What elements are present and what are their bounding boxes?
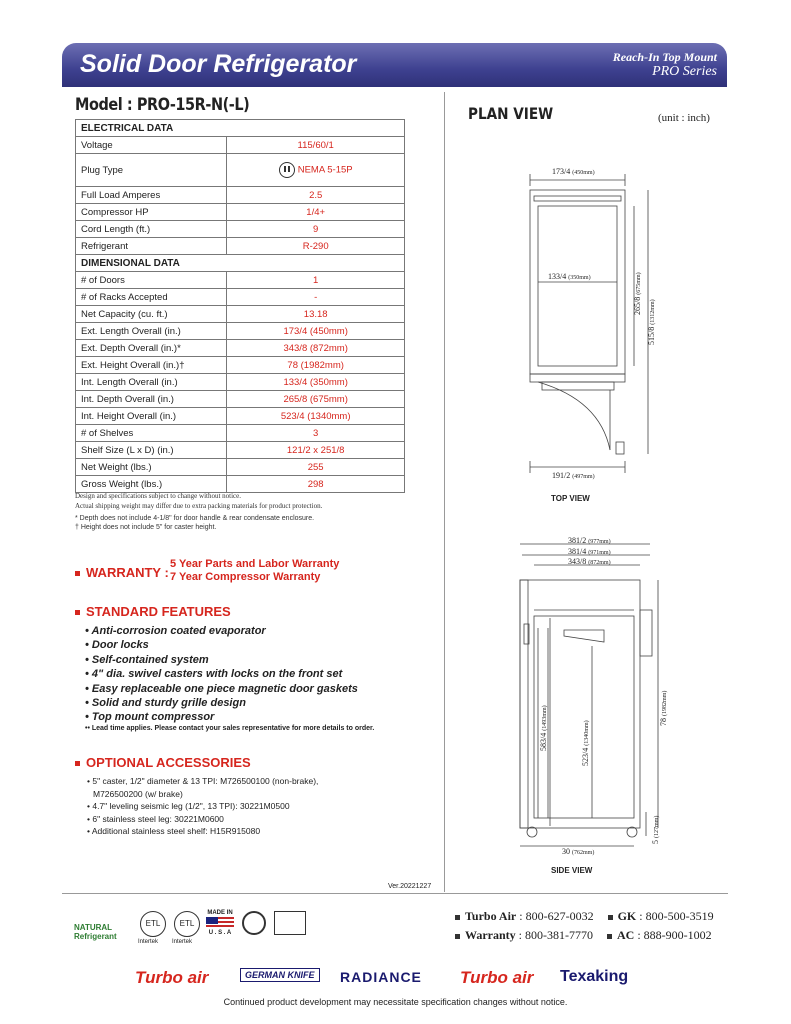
contact-row-2: Warranty : 800-381-7770 AC : 888-900-1002	[455, 928, 712, 943]
spec-table	[75, 119, 405, 493]
spec-value: 9	[227, 221, 405, 238]
note-line: † Height does not include 5" for caster height.	[75, 524, 217, 531]
list-item: • 4" dia. swivel casters with locks on the front set	[85, 668, 343, 681]
side-view-caption: SIDE VIEW	[551, 866, 593, 875]
standard-heading-text: STANDARD FEATURES	[86, 604, 231, 619]
spec-label: Voltage	[76, 137, 227, 154]
spec-value: 121/2 x 251/8	[227, 442, 405, 459]
note-line: Actual shipping weight may differ due to extra packing materials for product protection.	[75, 502, 323, 510]
header-subtitle-1: Reach-In Top Mount	[612, 50, 717, 64]
spec-label: Ext. Height Overall (in.)†	[76, 357, 227, 374]
spec-label: Ext. Length Overall (in.)	[76, 323, 227, 340]
spec-value: 13.18	[227, 306, 405, 323]
header-subtitle-2: PRO Series	[652, 64, 717, 79]
etl-logo: ETL	[140, 911, 166, 937]
five-year-badge-icon	[242, 911, 266, 935]
spec-value: 133/4 (350mm)	[227, 374, 405, 391]
list-item: • Easy replaceable one piece magnetic door gaskets	[85, 682, 358, 695]
spec-value: 3	[227, 425, 405, 442]
list-item: M726500200 (w/ brake)	[93, 788, 183, 799]
dim-side-d1: 381/2 (977mm)	[568, 536, 611, 545]
dim-bottom: 30 (762mm)	[562, 847, 595, 856]
dim-side-d3: 343/8 (872mm)	[568, 557, 611, 566]
spec-label: # of Racks Accepted	[76, 289, 227, 306]
warranty-text	[170, 558, 339, 584]
list-item: • 4.7" leveling seismic leg (1/2", 13 TPI): 30221M0500	[87, 801, 290, 811]
certification-logos	[70, 905, 370, 950]
dim-width-inner: 133/4 (350mm)	[548, 272, 591, 281]
spec-label: Gross Weight (lbs.)	[76, 476, 227, 493]
list-item: • Top mount compressor	[85, 711, 215, 724]
brand-logos	[130, 966, 670, 991]
warranty-line: 5 Year Parts and Labor Warranty	[170, 558, 340, 570]
spec-value: 1/4+	[227, 204, 405, 221]
dim-h-ext: 583/4 (1493mm)	[539, 705, 548, 751]
dim-h-int: 523/4 (1340mm)	[581, 720, 590, 766]
spec-value: 298	[227, 476, 405, 493]
list-item: • 5" caster, 1/2" diameter & 13 TPI: M726500100 (non-brake),	[87, 776, 319, 786]
side-view-drawing	[508, 536, 678, 856]
german-knife-logo: GERMAN KNIFE	[240, 968, 320, 982]
top-view-drawing	[520, 160, 660, 490]
spec-label: Net Weight (lbs.)	[76, 459, 227, 476]
spec-label: Full Load Amperes	[76, 187, 227, 204]
standard-features-list	[85, 624, 358, 725]
list-item: • Door locks	[85, 639, 149, 652]
optional-heading-text: OPTIONAL ACCESSORIES	[86, 755, 251, 770]
dim-depth-total: 515/8 (1312mm)	[647, 299, 656, 345]
warranty-heading	[75, 565, 169, 580]
column-divider	[444, 92, 445, 892]
spec-value: -	[227, 289, 405, 306]
intertek-label: Intertek	[172, 939, 193, 945]
spec-value: 2.5	[227, 187, 405, 204]
version-label: Ver.20221227	[388, 883, 432, 890]
spec-value: 78 (1982mm)	[227, 357, 405, 374]
spec-label: Net Capacity (cu. ft.)	[76, 306, 227, 323]
spec-label: Plug Type	[76, 154, 227, 187]
contact-row-1: Turbo Air : 800-627-0032 GK : 800-500-3519	[455, 909, 714, 924]
spec-value: 265/8 (675mm)	[227, 391, 405, 408]
top-view-caption: TOP VIEW	[551, 494, 590, 503]
made-in-usa-logo: MADE IN U . S . A	[207, 910, 233, 936]
spec-value: 523/4 (1340mm)	[227, 408, 405, 425]
design-notes	[75, 491, 322, 511]
etl-sanitation-logo: ETL	[174, 911, 200, 937]
dim-door-swing: 191/2 (497mm)	[552, 471, 595, 480]
unit-label: (unit : inch)	[658, 112, 710, 124]
electrical-heading: ELECTRICAL DATA	[76, 120, 405, 137]
spec-label: Ext. Depth Overall (in.)*	[76, 340, 227, 357]
spec-value: 255	[227, 459, 405, 476]
texaking-logo: Texaking	[560, 968, 629, 985]
spec-value: 173/4 (450mm)	[227, 323, 405, 340]
standard-heading	[75, 604, 231, 619]
natural-refrigerant-logo: NATURAL Refrigerant	[74, 923, 117, 941]
footnotes	[75, 514, 314, 532]
dim-side-d2: 381/4 (971mm)	[568, 547, 611, 556]
spec-label: Int. Length Overall (in.)	[76, 374, 227, 391]
dim-depth-inner: 265/8 (675mm)	[633, 272, 642, 315]
model-title: Model : PRO-15R-N(-L)	[75, 95, 250, 115]
list-item: • Solid and sturdy grille design	[85, 697, 246, 710]
spec-value-plug	[227, 154, 405, 187]
footer-note: Continued product development may necessitate specification changes without notice.	[223, 997, 568, 1007]
dim-caster: 5 (127mm)	[651, 815, 660, 844]
spec-label: Compressor HP	[76, 204, 227, 221]
spec-label: Shelf Size (L x D) (in.)	[76, 442, 227, 459]
list-item: • Additional stainless steel shelf: H15R915080	[87, 826, 261, 836]
footer-divider	[62, 893, 728, 894]
spec-label: Refrigerant	[76, 238, 227, 255]
turbo-air-logo: Turbo air	[460, 968, 534, 987]
seven-year-badge-icon	[274, 911, 306, 935]
plug-icon	[279, 162, 295, 178]
warranty-line: 7 Year Compressor Warranty	[170, 571, 321, 583]
optional-heading	[75, 755, 251, 770]
note-line: * Depth does not include 4-1/8" for door handle & rear condensate enclosure.	[75, 515, 315, 522]
note-line: Design and specifications subject to change without notice.	[75, 492, 242, 500]
spec-value: 343/8 (872mm)	[227, 340, 405, 357]
turbo-air-logo: Turbo air	[135, 968, 209, 987]
dimensional-heading: DIMENSIONAL DATA	[76, 255, 405, 272]
dim-width-outer: 173/4 (450mm)	[552, 167, 595, 176]
spec-label: # of Doors	[76, 272, 227, 289]
spec-label: Cord Length (ft.)	[76, 221, 227, 238]
page-title: Solid Door Refrigerator	[80, 50, 357, 78]
dim-h-total: 78 (1982mm)	[659, 690, 668, 726]
intertek-label: Intertek	[138, 939, 159, 945]
list-item: • Anti-corrosion coated evaporator	[85, 625, 266, 637]
spec-label: # of Shelves	[76, 425, 227, 442]
spec-value: R-290	[227, 238, 405, 255]
plan-view-title: PLAN VIEW	[468, 104, 554, 123]
spec-value: 1	[227, 272, 405, 289]
list-item: • 6" stainless steel leg: 30221M0600	[87, 813, 224, 824]
lead-time-note: •• Lead time applies. Please contact your sales representative for more details to order.	[85, 725, 375, 732]
spec-value: 115/60/1	[227, 137, 405, 154]
spec-label: Int. Depth Overall (in.)	[76, 391, 227, 408]
warranty-label: WARRANTY :	[86, 565, 169, 580]
list-item: • Self-contained system	[85, 653, 209, 666]
spec-value: NEMA 5-15P	[297, 164, 353, 176]
spec-label: Int. Height Overall (in.)	[76, 408, 227, 425]
header-bar	[62, 43, 727, 87]
optional-list	[87, 775, 417, 838]
radiance-logo: RADIANCE	[340, 969, 422, 985]
